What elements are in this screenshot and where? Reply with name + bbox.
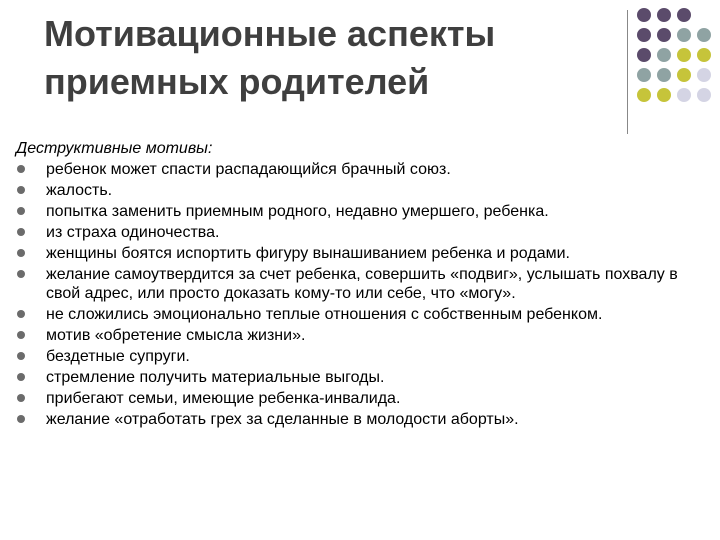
dot-teal	[657, 68, 671, 82]
title-divider-line	[627, 10, 628, 134]
dot-purple	[637, 28, 651, 42]
list-item-text: попытка заменить приемным родного, недавно умершего, ребенка.	[46, 203, 549, 220]
dot-purple	[677, 8, 691, 22]
bullet-icon	[17, 228, 25, 236]
list-item	[16, 389, 716, 408]
list-item	[16, 202, 716, 221]
slide-title-line-2: приемных родителей	[44, 61, 430, 102]
list-item-text: желание самоутвердится за счет ребенка, совершить «подвиг», услышать похвалу в свой адрес, или просто доказать кому-то или себе, что «могу».	[46, 266, 678, 302]
bullet-icon	[17, 331, 25, 339]
dot-lilac	[697, 88, 711, 102]
dot-lilac	[697, 68, 711, 82]
dot-yellow	[677, 68, 691, 82]
dot-yellow	[637, 88, 651, 102]
list-item	[16, 410, 716, 429]
list-item	[16, 368, 716, 387]
decorative-dot-grid	[637, 8, 717, 116]
bullet-icon	[17, 270, 25, 278]
bullet-icon	[17, 352, 25, 360]
list-item	[16, 305, 716, 324]
list-item-text: не сложились эмоционально теплые отношения с собственным ребенком.	[46, 306, 603, 323]
dot-teal	[637, 68, 651, 82]
list-item	[16, 223, 716, 242]
bullet-icon	[17, 207, 25, 215]
slide-body	[16, 139, 716, 431]
bullet-icon	[17, 186, 25, 194]
slide-title-line-1: Мотивационные аспекты	[44, 13, 496, 54]
list-item	[16, 347, 716, 366]
list-item-text: жалость.	[46, 182, 113, 199]
list-item	[16, 160, 716, 179]
list-item	[16, 326, 716, 345]
dot-yellow	[657, 88, 671, 102]
list-item-text: женщины боятся испортить фигуру вынашиванием ребенка и родами.	[46, 245, 570, 262]
section-heading: Деструктивные мотивы:	[16, 140, 213, 157]
bullet-icon	[17, 165, 25, 173]
list-item-text: стремление получить материальные выгоды.	[46, 369, 385, 386]
slide-title	[44, 10, 604, 106]
bullet-icon	[17, 310, 25, 318]
list-item	[16, 244, 716, 263]
dot-purple	[637, 8, 651, 22]
dot-yellow	[697, 48, 711, 62]
dot-lilac	[677, 88, 691, 102]
dot-teal	[677, 28, 691, 42]
list-item-text: из страха одиночества.	[46, 224, 220, 241]
list-item	[16, 181, 716, 200]
list-item-text: прибегают семьи, имеющие ребенка-инвалида.	[46, 390, 401, 407]
list-item-text: бездетные супруги.	[46, 348, 190, 365]
dot-teal	[697, 28, 711, 42]
list-item-text: ребенок может спасти распадающийся брачный союз.	[46, 161, 451, 178]
list-item-text: мотив «обретение смысла жизни».	[46, 327, 306, 344]
bullet-icon	[17, 415, 25, 423]
bullet-icon	[17, 373, 25, 381]
list-item-text: желание «отработать грех за сделанные в молодости аборты».	[46, 411, 519, 428]
dot-purple	[657, 28, 671, 42]
dot-purple	[657, 8, 671, 22]
list-item	[16, 265, 716, 303]
dot-yellow	[677, 48, 691, 62]
dot-teal	[657, 48, 671, 62]
bullet-icon	[17, 249, 25, 257]
bullet-icon	[17, 394, 25, 402]
dot-purple	[637, 48, 651, 62]
motives-list	[16, 160, 716, 429]
